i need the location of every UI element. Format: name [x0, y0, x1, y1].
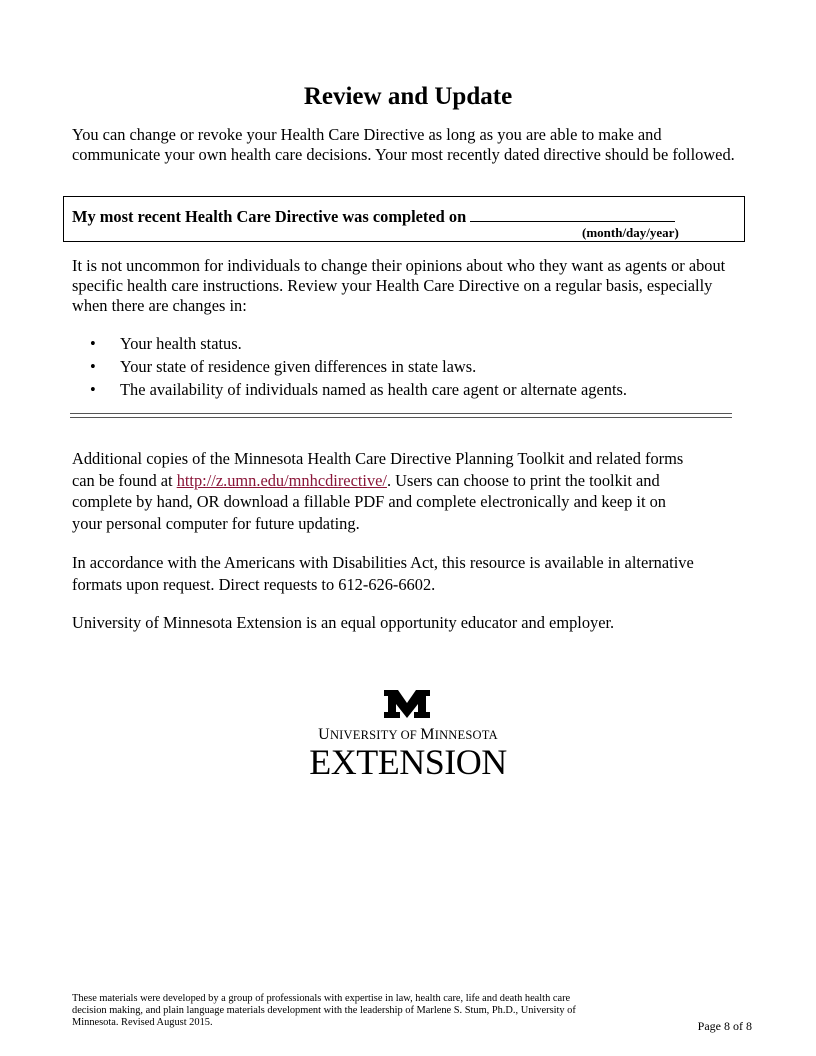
- block-m-icon: [383, 688, 431, 720]
- date-format-hint: (month/day/year): [582, 225, 679, 240]
- list-item: • Your health status.: [72, 332, 752, 355]
- copies-text-end: . Users can choose to print the toolkit and complete by hand, OR download a fillable PDF and complete electronically and keep it on your personal computer for future updating.: [72, 470, 666, 533]
- completion-date-box: [63, 196, 745, 242]
- change-list: [72, 332, 752, 401]
- list-item: • Your state of residence given differences in state laws.: [72, 355, 752, 378]
- intro-paragraph: You can change or revoke your Health Care Directive as long as you are able to make and communicate your own health care decisions. Your most recently dated directive should be followed.: [72, 125, 735, 164]
- page-title: Review and Update: [303, 83, 513, 110]
- logo-university-text: UNIVERSITY OF MINNESOTA: [318, 726, 498, 743]
- completion-date-line: [72, 205, 675, 227]
- toolkit-link[interactable]: http://z.umn.edu/mnhcdirective/: [176, 470, 387, 490]
- ada-paragraph: In accordance with the Americans with Disabilities Act, this resource is available in alternative formats upon request. Direct requests to 612-626-6602.: [72, 553, 694, 594]
- review-paragraph: It is not uncommon for individuals to change their opinions about who they want as agents or about specific health care instructions. Review your Health Care Directive on a regular basis, especially when there are changes in:: [72, 256, 726, 315]
- logo-extension-text: EXTENSION: [309, 742, 507, 782]
- footer-credits: These materials were developed by a group of professionals with expertise in law, health care, life and death health care decision making, and plain language materials development with the leadership of Marlene S. Stum, Ph.D., University of Minnesota. Revised August 2015.: [72, 993, 576, 1029]
- umn-extension-logo: [300, 688, 516, 780]
- completion-date-label: My most recent Health Care Directive was completed on: [72, 207, 467, 226]
- list-item: • The availability of individuals named as health care agent or alternate agents.: [72, 378, 752, 401]
- completion-date-blank[interactable]: [470, 205, 675, 222]
- equal-opportunity-statement: University of Minnesota Extension is an equal opportunity educator and employer.: [72, 613, 615, 632]
- copies-text: Additional copies of the Minnesota Health Care Directive Planning Toolkit and related forms can be found at: [72, 449, 684, 490]
- section-divider: [70, 413, 732, 418]
- page-number: Page 8 of 8: [697, 1019, 752, 1033]
- copies-paragraph: [72, 448, 692, 534]
